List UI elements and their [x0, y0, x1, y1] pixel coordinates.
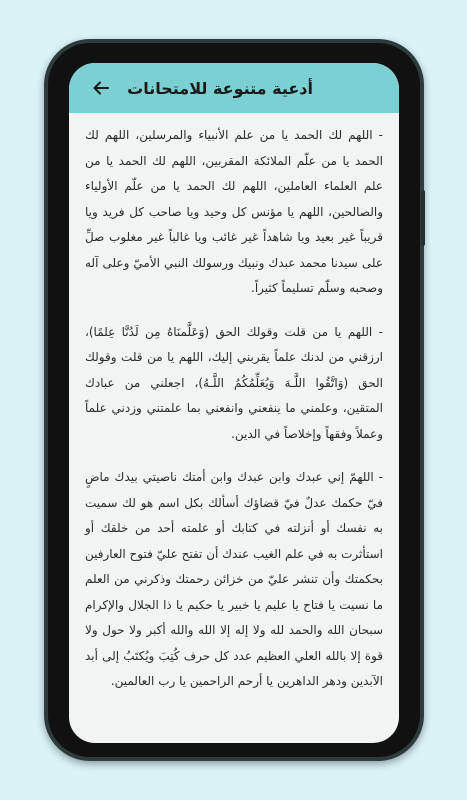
dua-paragraph: - اللهم يا من قلت وقولك الحق (وَعَلَّمنَاهُ مِن لَدُنَّا عِلمًا)، ارزقني من لدنك علماً يقربني إليك، اللهم يا من قلت وقولك الحق (وَاتَّقُوا اللَّـهَ وَيُعَلِّمُكُمُ اللَّـهُ)، اجعلني من عبادك المتقين، وعلمني ما ينفعني وانفعني بما علمتني وزدني علماً وعملاً وفقهاً وإخلاصاً في الدين.	[85, 324, 383, 441]
app-bar	[69, 63, 399, 113]
dua-paragraph: - اللهم لك الحمد يا من علم الأنبياء والمرسلين، اللهم لك الحمد يا من علّم الملائكة المقربين، اللهم لك الحمد يا من علم العلماء العاملين، اللهم لك الحمد يا من علّم الأولياء والصالحين، اللهم يا مؤنس كل وحيد ويا صاحب كل فريد ويا قريباً غير بعيد ويا شاهداً غير غائب ويا غالباً غير مغلوب صلِّ على سيدنا محمد عبدك ونبيك ورسولك النبي الأميّ وعلى آله وصحبه وسلّم تسليماً كثيراً.	[85, 128, 383, 295]
dua-list[interactable]	[69, 115, 399, 743]
page-title: أدعية متنوعة للامتحانات	[127, 78, 313, 98]
arrow-left-icon[interactable]	[91, 78, 111, 98]
phone-side-button	[421, 190, 425, 246]
dua-paragraph: - اللهمّ إني عبدك وابن عبدك وابن أمتك ناصيتي بيدك ماضٍ فيّ حكمك عدلٌ فيّ قضاؤك أسألك بكل اسم هو لك سميت به نفسك أو أنزلته في كتابك أو علمته أحد من خلقك أو استأثرت به في علم الغيب عندك أن تفتح عليّ فتوح العارفين بحكمتك وأن تنشر عليّ من خزائن رحمتك وذكرني من العلم ما نسيت يا فتاح يا عليم يا خبير يا حكيم يا ذا الجلال والإكرام سبحان الله والحمد لله ولا إله إلا الله والله أكبر ولا حول ولا قوة إلا بالله العلي العظيم عدد كل حرف كُتِبَ ويُكتَبُ إلى أبد الآبدين ودهر الداهرين يا أرحم الراحمين يا رب العالمين.	[85, 470, 383, 688]
phone-screen	[69, 63, 399, 743]
